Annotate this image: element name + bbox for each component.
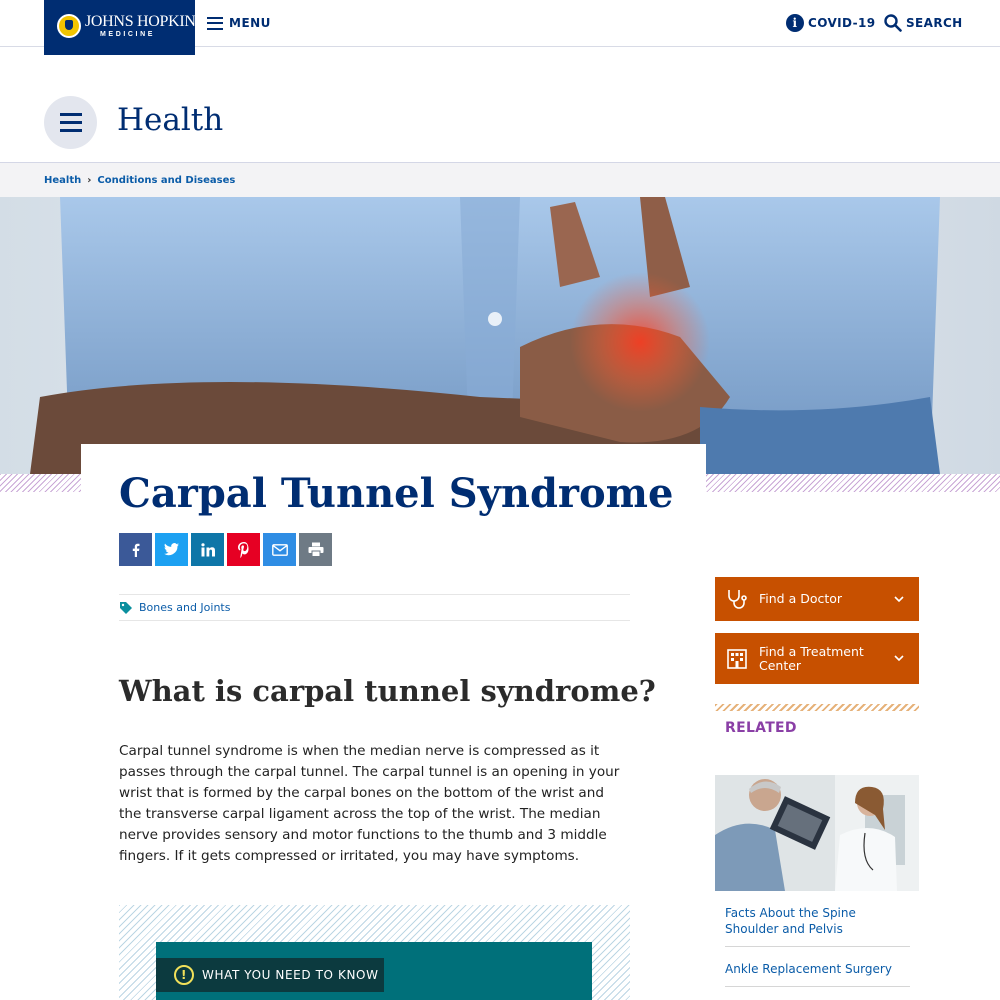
page-title: Carpal Tunnel Syndrome	[119, 470, 674, 517]
breadcrumb-item-conditions[interactable]: Conditions and Diseases	[97, 174, 236, 186]
section-title: Health	[117, 102, 224, 138]
article-paragraph: Carpal tunnel syndrome is when the median nerve is compressed as it passes through the carpal tunnel. The carpal tunnel is an opening in your wrist that is formed by the carpal bones on the bottom of the wrist and the transverse carpal ligament across the top of the wrist. The median nerve provides sensory and motor functions to the thumb and 3 middle fingers. If it gets compressed or irritated, you may have symptoms.	[119, 743, 620, 864]
alert-icon: !	[174, 965, 194, 985]
covid-link[interactable]	[786, 14, 876, 32]
chevron-right-icon: ›	[87, 174, 92, 186]
hero-image	[0, 197, 1000, 474]
related-heading: RELATED	[725, 720, 797, 736]
stethoscope-icon	[726, 588, 748, 610]
logo-line-1: JOHNS HOPKINS	[85, 13, 205, 30]
pinterest-share-button[interactable]	[227, 533, 260, 566]
logo-line-2: MEDICINE	[100, 31, 156, 38]
search-label: SEARCH	[906, 16, 963, 30]
shield-icon	[57, 14, 81, 38]
menu-label: MENU	[229, 16, 271, 30]
topic-tag-row	[119, 594, 630, 621]
find-treatment-label: Find a Treatment Center	[759, 643, 864, 673]
related-divider	[725, 946, 910, 947]
linkedin-share-button[interactable]	[191, 533, 224, 566]
chevron-down-icon	[894, 596, 904, 603]
find-doctor-label: Find a Doctor	[759, 591, 843, 606]
top-bar	[0, 0, 1000, 47]
topic-tag-link[interactable]: Bones and Joints	[139, 601, 231, 614]
find-treatment-center-button[interactable]	[715, 633, 919, 684]
building-icon	[727, 649, 747, 669]
share-bar	[119, 533, 332, 566]
covid-label: COVID-19	[808, 16, 876, 30]
print-button[interactable]	[299, 533, 332, 566]
related-divider	[725, 986, 910, 987]
email-icon	[272, 544, 288, 556]
section-menu-button[interactable]	[44, 96, 97, 149]
callout-label	[156, 958, 384, 992]
hamburger-icon	[207, 17, 223, 30]
info-icon: i	[786, 14, 804, 32]
print-icon	[308, 542, 324, 557]
linkedin-icon	[201, 543, 215, 557]
sidebar-stripe	[715, 704, 919, 711]
menu-button[interactable]	[207, 14, 271, 32]
johns-hopkins-logo[interactable]	[44, 0, 205, 55]
find-doctor-button[interactable]	[715, 577, 919, 621]
twitter-share-button[interactable]	[155, 533, 188, 566]
related-image[interactable]	[715, 775, 919, 891]
callout-label-text: WHAT YOU NEED TO KNOW	[202, 968, 379, 982]
breadcrumb	[0, 162, 1000, 197]
search-button[interactable]	[884, 14, 963, 32]
related-link-ankle[interactable]: Ankle Replacement Surgery	[725, 962, 892, 976]
search-icon	[884, 14, 902, 32]
chevron-down-icon	[894, 655, 904, 662]
tag-icon	[119, 601, 133, 615]
twitter-icon	[164, 543, 179, 556]
breadcrumb-item-health[interactable]: Health	[44, 174, 82, 186]
related-link-spine[interactable]: Facts About the Spine Shoulder and Pelvis	[725, 906, 856, 936]
pinterest-icon	[237, 542, 251, 558]
section-heading: What is carpal tunnel syndrome?	[119, 674, 656, 708]
facebook-share-button[interactable]	[119, 533, 152, 566]
facebook-icon	[129, 543, 143, 557]
email-share-button[interactable]	[263, 533, 296, 566]
